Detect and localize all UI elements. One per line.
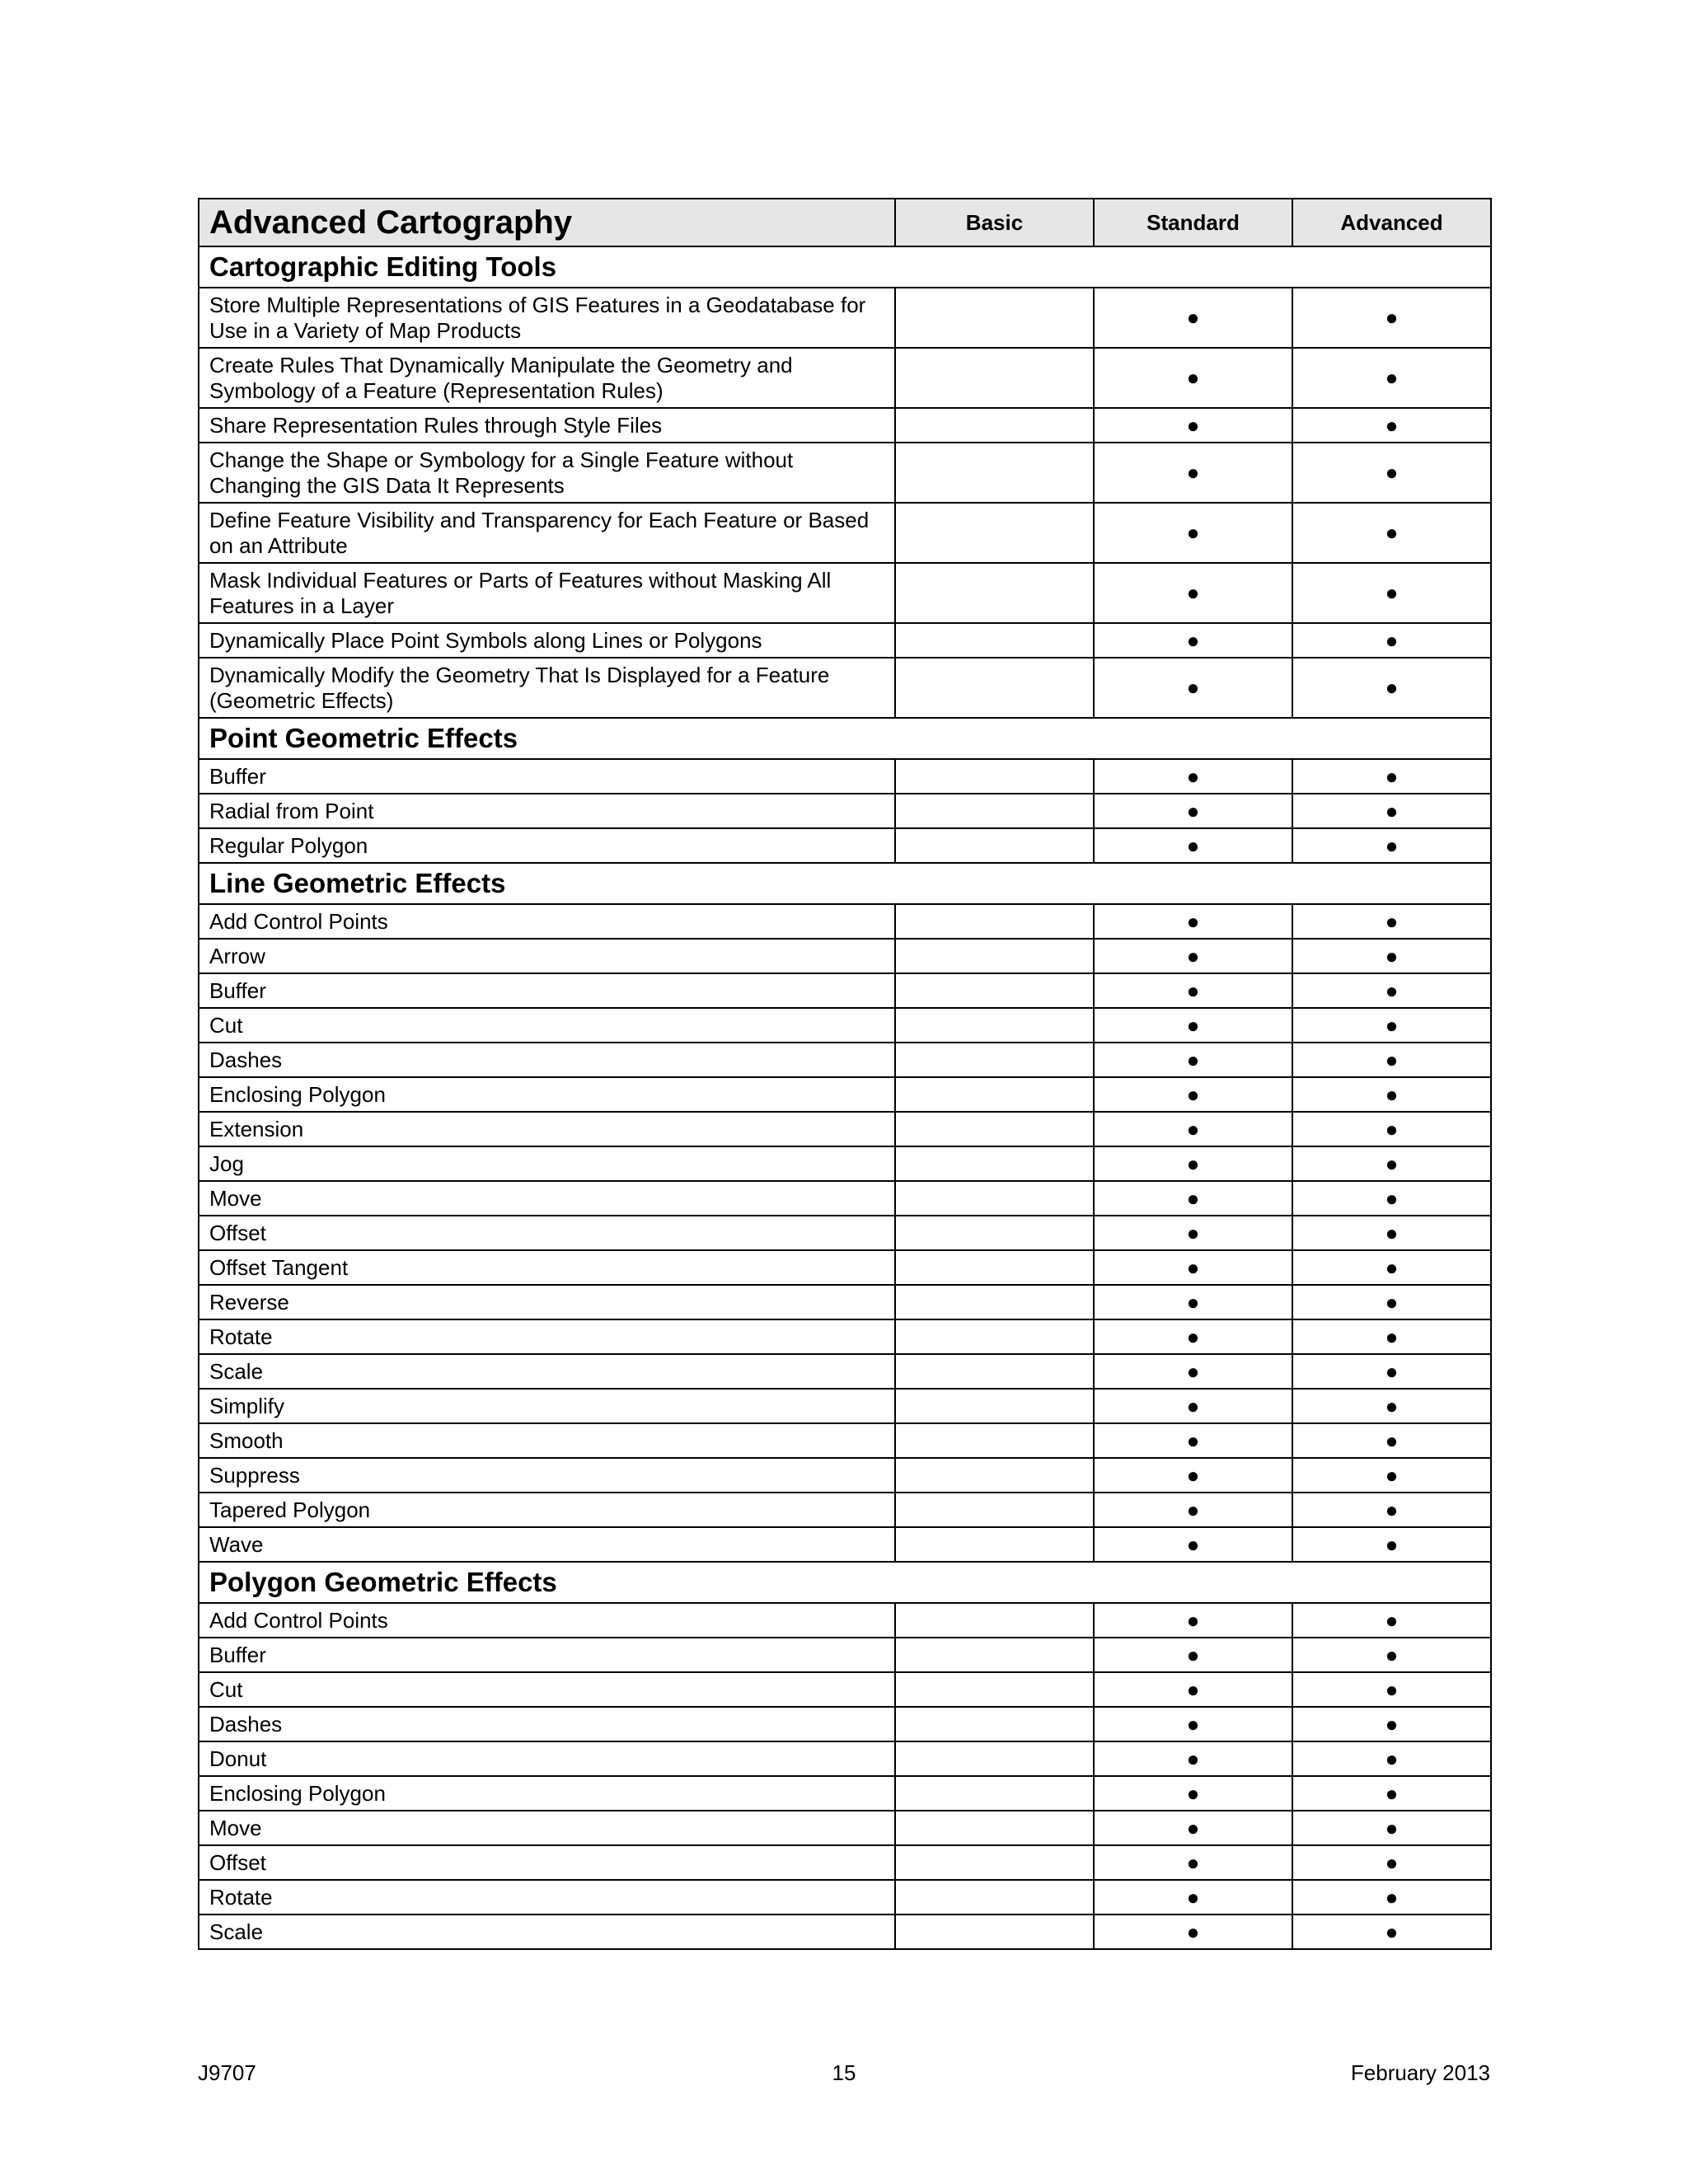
availability-basic <box>895 1915 1094 1949</box>
table-row <box>199 1423 1491 1458</box>
availability-standard: ● <box>1094 658 1292 718</box>
feature-name: Enclosing Polygon <box>199 1077 895 1112</box>
feature-name: Reverse <box>199 1285 895 1319</box>
table-row <box>199 1181 1491 1216</box>
availability-advanced: ● <box>1292 1112 1491 1146</box>
availability-basic <box>895 1741 1094 1776</box>
availability-basic <box>895 443 1094 503</box>
availability-advanced: ● <box>1292 759 1491 794</box>
availability-standard: ● <box>1094 1811 1292 1845</box>
availability-basic <box>895 1319 1094 1354</box>
availability-advanced: ● <box>1292 1181 1491 1216</box>
availability-basic <box>895 1250 1094 1285</box>
availability-basic <box>895 1638 1094 1672</box>
availability-standard: ● <box>1094 1776 1292 1811</box>
availability-standard: ● <box>1094 973 1292 1008</box>
availability-advanced: ● <box>1292 1493 1491 1527</box>
availability-basic <box>895 1285 1094 1319</box>
feature-name: Cut <box>199 1008 895 1043</box>
availability-advanced: ● <box>1292 563 1491 623</box>
availability-basic <box>895 1880 1094 1915</box>
table-row <box>199 1493 1491 1527</box>
availability-standard: ● <box>1094 1008 1292 1043</box>
availability-advanced: ● <box>1292 443 1491 503</box>
section-header-row <box>199 718 1491 759</box>
availability-advanced: ● <box>1292 1845 1491 1880</box>
availability-advanced: ● <box>1292 658 1491 718</box>
availability-advanced: ● <box>1292 1354 1491 1389</box>
availability-standard: ● <box>1094 1181 1292 1216</box>
availability-basic <box>895 1354 1094 1389</box>
availability-advanced: ● <box>1292 904 1491 939</box>
availability-basic <box>895 1811 1094 1845</box>
availability-standard: ● <box>1094 443 1292 503</box>
feature-name: Move <box>199 1181 895 1216</box>
availability-advanced: ● <box>1292 1603 1491 1638</box>
availability-advanced: ● <box>1292 1776 1491 1811</box>
availability-standard: ● <box>1094 828 1292 863</box>
availability-basic <box>895 563 1094 623</box>
feature-name: Offset <box>199 1216 895 1250</box>
column-header-basic: Basic <box>895 199 1094 246</box>
availability-advanced: ● <box>1292 1319 1491 1354</box>
table-row <box>199 1216 1491 1250</box>
availability-standard: ● <box>1094 1603 1292 1638</box>
feature-name: Rotate <box>199 1319 895 1354</box>
availability-basic <box>895 1845 1094 1880</box>
feature-name: Smooth <box>199 1423 895 1458</box>
availability-basic <box>895 759 1094 794</box>
availability-advanced: ● <box>1292 828 1491 863</box>
availability-advanced: ● <box>1292 1389 1491 1423</box>
availability-standard: ● <box>1094 1638 1292 1672</box>
availability-standard: ● <box>1094 288 1292 348</box>
table-row <box>199 939 1491 973</box>
availability-basic <box>895 973 1094 1008</box>
availability-standard: ● <box>1094 1112 1292 1146</box>
availability-advanced: ● <box>1292 1527 1491 1562</box>
table-row <box>199 1603 1491 1638</box>
availability-basic <box>895 1423 1094 1458</box>
feature-name: Store Multiple Representations of GIS Features in a Geodatabase for Use in a Variety of Map Products <box>199 288 895 348</box>
feature-name: Extension <box>199 1112 895 1146</box>
feature-name: Offset <box>199 1845 895 1880</box>
table-row <box>199 1638 1491 1672</box>
availability-basic <box>895 288 1094 348</box>
table-row <box>199 1845 1491 1880</box>
availability-basic <box>895 1672 1094 1707</box>
table-row <box>199 973 1491 1008</box>
availability-basic <box>895 1216 1094 1250</box>
column-header-standard: Standard <box>1094 199 1292 246</box>
feature-name: Change the Shape or Symbology for a Single Feature without Changing the GIS Data It Represents <box>199 443 895 503</box>
feature-name: Add Control Points <box>199 1603 895 1638</box>
section-header-row <box>199 246 1491 288</box>
availability-basic <box>895 1527 1094 1562</box>
feature-name: Wave <box>199 1527 895 1562</box>
availability-basic <box>895 1493 1094 1527</box>
availability-standard: ● <box>1094 1077 1292 1112</box>
availability-standard: ● <box>1094 904 1292 939</box>
availability-basic <box>895 1707 1094 1741</box>
availability-advanced: ● <box>1292 1672 1491 1707</box>
feature-name: Dashes <box>199 1043 895 1077</box>
availability-advanced: ● <box>1292 1146 1491 1181</box>
availability-standard: ● <box>1094 1880 1292 1915</box>
availability-basic <box>895 794 1094 828</box>
table-row <box>199 1707 1491 1741</box>
availability-advanced: ● <box>1292 1638 1491 1672</box>
feature-name: Arrow <box>199 939 895 973</box>
section-header-row <box>199 863 1491 904</box>
availability-standard: ● <box>1094 1741 1292 1776</box>
table-row <box>199 1146 1491 1181</box>
feature-name: Regular Polygon <box>199 828 895 863</box>
availability-basic <box>895 1043 1094 1077</box>
availability-advanced: ● <box>1292 1285 1491 1319</box>
availability-standard: ● <box>1094 408 1292 443</box>
feature-name: Tapered Polygon <box>199 1493 895 1527</box>
availability-standard: ● <box>1094 1250 1292 1285</box>
availability-basic <box>895 1776 1094 1811</box>
table-row <box>199 1915 1491 1949</box>
table-row <box>199 1043 1491 1077</box>
availability-standard: ● <box>1094 1423 1292 1458</box>
feature-name: Share Representation Rules through Style Files <box>199 408 895 443</box>
availability-standard: ● <box>1094 1527 1292 1562</box>
table-row <box>199 1285 1491 1319</box>
availability-advanced: ● <box>1292 623 1491 658</box>
table-row <box>199 1008 1491 1043</box>
feature-name: Buffer <box>199 973 895 1008</box>
table-row <box>199 1458 1491 1493</box>
availability-advanced: ● <box>1292 1008 1491 1043</box>
table-row <box>199 1077 1491 1112</box>
table-row <box>199 288 1491 348</box>
feature-name: Dynamically Place Point Symbols along Lines or Polygons <box>199 623 895 658</box>
feature-name: Create Rules That Dynamically Manipulate the Geometry and Symbology of a Feature (Representation Rules) <box>199 348 895 408</box>
availability-standard: ● <box>1094 1493 1292 1527</box>
feature-name: Add Control Points <box>199 904 895 939</box>
feature-name: Simplify <box>199 1389 895 1423</box>
feature-name: Dynamically Modify the Geometry That Is Displayed for a Feature (Geometric Effects) <box>199 658 895 718</box>
feature-name: Move <box>199 1811 895 1845</box>
table-row <box>199 759 1491 794</box>
column-header-advanced: Advanced <box>1292 199 1491 246</box>
availability-basic <box>895 658 1094 718</box>
footer-document-id: J9707 <box>198 2060 256 2085</box>
availability-standard: ● <box>1094 1319 1292 1354</box>
availability-advanced: ● <box>1292 408 1491 443</box>
feature-table-body <box>199 199 1491 1949</box>
availability-standard: ● <box>1094 759 1292 794</box>
feature-name: Dashes <box>199 1707 895 1741</box>
availability-basic <box>895 1112 1094 1146</box>
feature-name: Define Feature Visibility and Transparency for Each Feature or Based on an Attribute <box>199 503 895 563</box>
feature-name: Buffer <box>199 1638 895 1672</box>
table-row <box>199 1527 1491 1562</box>
feature-name: Scale <box>199 1354 895 1389</box>
availability-standard: ● <box>1094 503 1292 563</box>
section-header-row <box>199 1562 1491 1603</box>
feature-name: Cut <box>199 1672 895 1707</box>
section-heading: Line Geometric Effects <box>199 863 1491 904</box>
availability-standard: ● <box>1094 794 1292 828</box>
availability-standard: ● <box>1094 1672 1292 1707</box>
availability-advanced: ● <box>1292 1250 1491 1285</box>
feature-name: Rotate <box>199 1880 895 1915</box>
feature-name: Suppress <box>199 1458 895 1493</box>
table-row <box>199 1354 1491 1389</box>
availability-advanced: ● <box>1292 939 1491 973</box>
availability-standard: ● <box>1094 1354 1292 1389</box>
availability-standard: ● <box>1094 1216 1292 1250</box>
availability-advanced: ● <box>1292 503 1491 563</box>
table-row <box>199 794 1491 828</box>
table-row <box>199 1880 1491 1915</box>
availability-standard: ● <box>1094 1043 1292 1077</box>
table-row <box>199 1389 1491 1423</box>
availability-advanced: ● <box>1292 1915 1491 1949</box>
availability-advanced: ● <box>1292 1707 1491 1741</box>
table-header-row <box>199 199 1491 246</box>
table-row <box>199 408 1491 443</box>
availability-standard: ● <box>1094 623 1292 658</box>
availability-advanced: ● <box>1292 1811 1491 1845</box>
feature-table <box>198 198 1492 1950</box>
availability-advanced: ● <box>1292 1880 1491 1915</box>
availability-basic <box>895 1181 1094 1216</box>
availability-basic <box>895 408 1094 443</box>
footer-date: February 2013 <box>1350 2060 1490 2085</box>
availability-basic <box>895 503 1094 563</box>
feature-name: Offset Tangent <box>199 1250 895 1285</box>
availability-standard: ● <box>1094 1707 1292 1741</box>
availability-standard: ● <box>1094 1389 1292 1423</box>
availability-standard: ● <box>1094 1146 1292 1181</box>
feature-name: Mask Individual Features or Parts of Features without Masking All Features in a Layer <box>199 563 895 623</box>
feature-name: Jog <box>199 1146 895 1181</box>
availability-basic <box>895 1077 1094 1112</box>
availability-basic <box>895 939 1094 973</box>
table-row <box>199 1776 1491 1811</box>
availability-advanced: ● <box>1292 1077 1491 1112</box>
table-row <box>199 1811 1491 1845</box>
availability-advanced: ● <box>1292 288 1491 348</box>
availability-advanced: ● <box>1292 973 1491 1008</box>
availability-advanced: ● <box>1292 1741 1491 1776</box>
feature-name: Scale <box>199 1915 895 1949</box>
table-row <box>199 904 1491 939</box>
availability-basic <box>895 623 1094 658</box>
availability-advanced: ● <box>1292 794 1491 828</box>
feature-name: Enclosing Polygon <box>199 1776 895 1811</box>
availability-advanced: ● <box>1292 1458 1491 1493</box>
table-row <box>199 563 1491 623</box>
table-row <box>199 828 1491 863</box>
availability-advanced: ● <box>1292 1216 1491 1250</box>
feature-name: Buffer <box>199 759 895 794</box>
table-row <box>199 1250 1491 1285</box>
footer-page-number: 15 <box>832 2060 856 2085</box>
availability-standard: ● <box>1094 1845 1292 1880</box>
table-row <box>199 348 1491 408</box>
availability-standard: ● <box>1094 348 1292 408</box>
section-heading: Cartographic Editing Tools <box>199 246 1491 288</box>
availability-basic <box>895 1603 1094 1638</box>
section-heading: Point Geometric Effects <box>199 718 1491 759</box>
availability-basic <box>895 1146 1094 1181</box>
table-row <box>199 1672 1491 1707</box>
feature-name: Donut <box>199 1741 895 1776</box>
feature-name: Radial from Point <box>199 794 895 828</box>
availability-basic <box>895 904 1094 939</box>
table-row <box>199 443 1491 503</box>
availability-advanced: ● <box>1292 348 1491 408</box>
availability-advanced: ● <box>1292 1043 1491 1077</box>
table-row <box>199 623 1491 658</box>
availability-standard: ● <box>1094 1458 1292 1493</box>
table-row <box>199 658 1491 718</box>
section-heading: Polygon Geometric Effects <box>199 1562 1491 1603</box>
availability-standard: ● <box>1094 1285 1292 1319</box>
availability-basic <box>895 1458 1094 1493</box>
availability-basic <box>895 828 1094 863</box>
table-row <box>199 1319 1491 1354</box>
table-row <box>199 503 1491 563</box>
availability-basic <box>895 1008 1094 1043</box>
availability-advanced: ● <box>1292 1423 1491 1458</box>
table-row <box>199 1741 1491 1776</box>
table-title: Advanced Cartography <box>199 199 895 246</box>
availability-standard: ● <box>1094 939 1292 973</box>
availability-basic <box>895 348 1094 408</box>
availability-standard: ● <box>1094 1915 1292 1949</box>
table-row <box>199 1112 1491 1146</box>
availability-basic <box>895 1389 1094 1423</box>
availability-standard: ● <box>1094 563 1292 623</box>
